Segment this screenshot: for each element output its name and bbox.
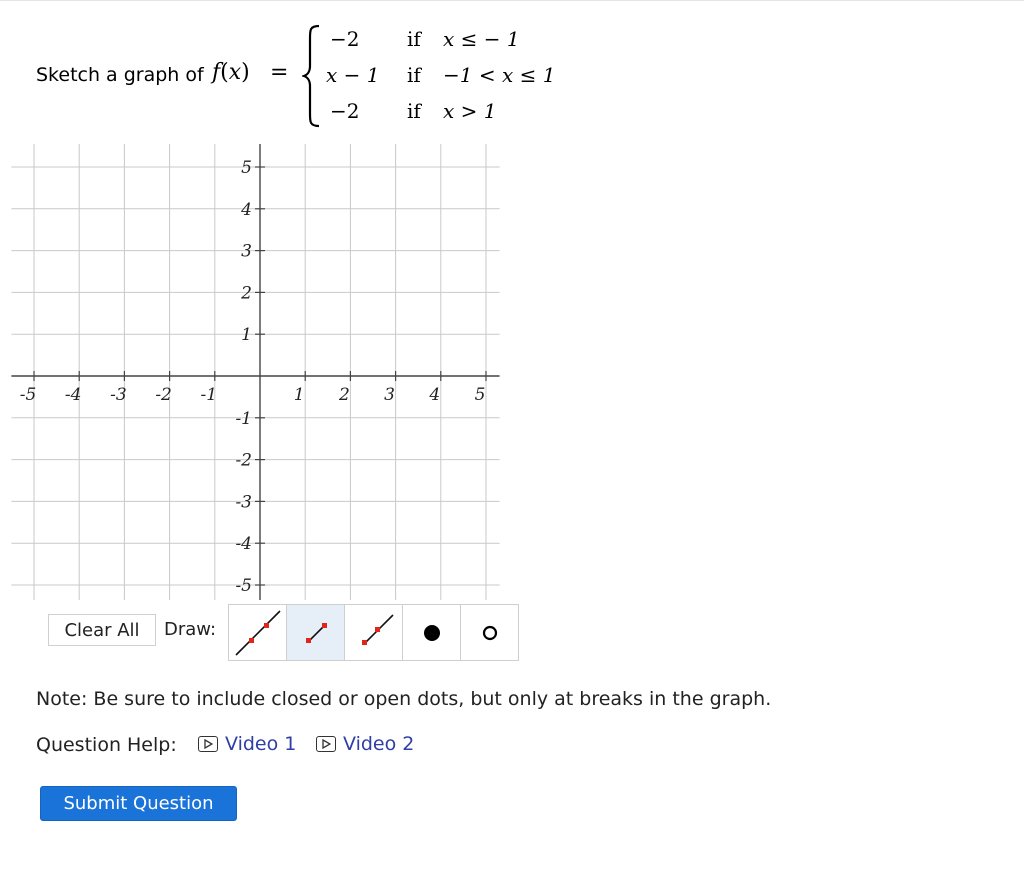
top-divider: [0, 0, 1024, 1]
equals-sign: =: [270, 60, 289, 85]
piece-1-if: if: [407, 27, 421, 51]
x-tick-label: -2: [155, 385, 172, 405]
line-tool-button[interactable]: [229, 605, 287, 660]
x-tick-label: -4: [64, 385, 82, 405]
video-2-link[interactable]: [316, 733, 414, 755]
x-tick-label: 2: [338, 385, 350, 405]
y-tick-label: 1: [241, 325, 252, 346]
open-dot-tool-button[interactable]: [461, 605, 518, 660]
left-brace-icon: [302, 24, 322, 128]
play-icon: [198, 736, 218, 752]
video-2-label: Video 2: [343, 733, 415, 755]
x-tick-label: 4: [429, 385, 441, 405]
y-tick-label: -4: [235, 534, 252, 555]
function-name: f: [212, 60, 221, 85]
closed-dot-tool-button[interactable]: [403, 605, 461, 660]
piece-2-value: x − 1: [326, 63, 380, 87]
function-notation: f(x): [212, 60, 250, 85]
y-tick-label: -1: [235, 408, 252, 429]
piece-3-condition: x > 1: [443, 99, 497, 123]
piece-2-condition: −1 < x ≤ 1: [443, 63, 556, 87]
graph-canvas[interactable]: [0, 140, 520, 600]
video-1-label: Video 1: [225, 733, 297, 755]
piece-3-if: if: [407, 99, 421, 123]
piece-3-value: −2: [330, 99, 360, 123]
x-tick-label: -5: [19, 385, 37, 405]
function-variable: x: [228, 60, 242, 85]
x-tick-label: -1: [200, 385, 218, 405]
segment-icon: [291, 608, 341, 658]
y-tick-label: 4: [241, 199, 252, 220]
line-icon: [233, 608, 283, 658]
closed-dot-icon: [407, 608, 457, 658]
piece-1-value: −2: [330, 27, 360, 51]
y-tick-label: 3: [241, 241, 252, 262]
y-tick-label: 5: [241, 158, 252, 178]
ray-icon: [349, 608, 399, 658]
segment-tool-button[interactable]: [287, 605, 345, 660]
x-tick-label: 1: [293, 385, 305, 405]
y-tick-label: -5: [235, 576, 252, 596]
piece-2-if: if: [407, 63, 421, 87]
ray-tool-button[interactable]: [345, 605, 403, 660]
x-tick-label: 3: [384, 385, 396, 405]
submit-question-button[interactable]: Submit Question: [40, 786, 237, 821]
y-tick-label: -3: [235, 492, 252, 513]
clear-all-button[interactable]: Clear All: [48, 614, 156, 646]
open-dot-icon: [465, 608, 515, 658]
y-tick-label: -2: [235, 450, 252, 471]
note-text: Note: Be sure to include closed or open dots, but only at breaks in the graph.: [36, 688, 772, 710]
video-1-link[interactable]: [198, 733, 296, 755]
piece-1-condition: x ≤ − 1: [443, 27, 520, 51]
draw-tools: [228, 604, 519, 661]
play-icon: [316, 736, 336, 752]
x-tick-label: -3: [110, 385, 127, 405]
draw-label: Draw:: [164, 619, 217, 640]
y-tick-label: 2: [241, 283, 252, 304]
question-help-label: Question Help:: [36, 734, 177, 756]
x-tick-label: 5: [474, 385, 486, 405]
question-prompt: Sketch a graph of: [36, 64, 204, 86]
